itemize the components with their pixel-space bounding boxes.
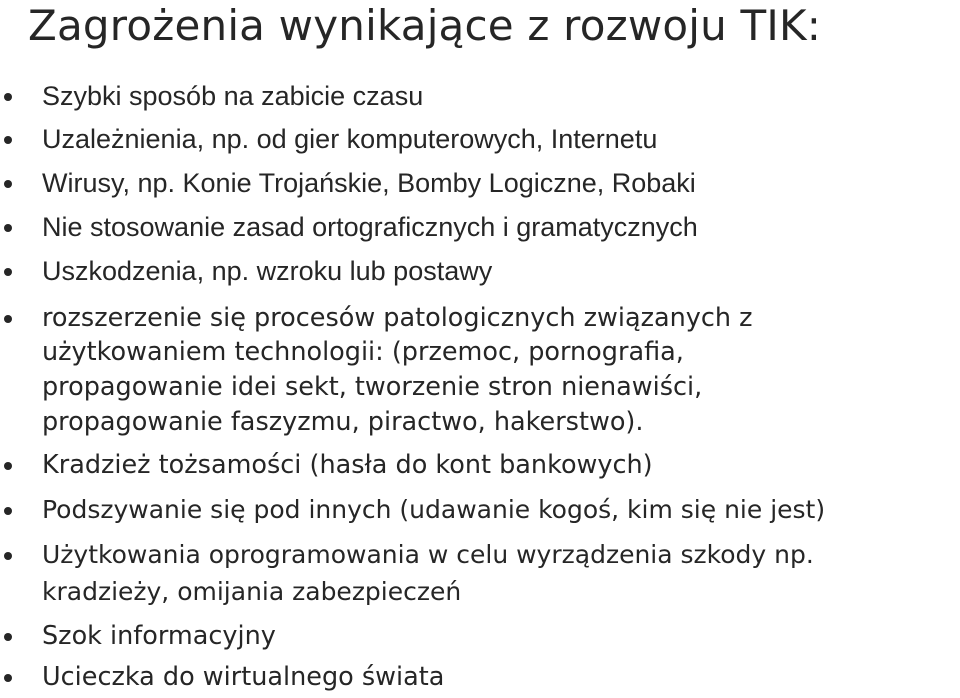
bullet-text: Podszywanie się pod innych (udawanie kogoś, kim się nie jest) [42, 495, 826, 524]
bullet-dot-icon [4, 136, 12, 144]
bullet-dot-icon [4, 268, 12, 276]
bullet-text-line: użytkowaniem technologii: (przemoc, pornografia, [42, 337, 684, 367]
bullet-dot-icon [4, 674, 12, 682]
bullet-text-line: Użytkowania oprogramowania w celu wyrządzenia szkody np. [42, 540, 814, 569]
bullet-text-line: propagowanie idei sekt, tworzenie stron nienawiści, [42, 372, 703, 402]
bullet-text: Kradzież tożsamości (hasła do kont bankowych) [42, 450, 653, 480]
bullet-text: Szok informacyjny [42, 621, 276, 651]
bullet-text: Wirusy, np. Konie Trojańskie, Bomby Logiczne, Robaki [42, 168, 696, 198]
bullet-text: Uszkodzenia, np. wzroku lub postawy [42, 256, 493, 286]
bullet-text: Uzależnienia, np. od gier komputerowych, Internetu [42, 124, 658, 154]
bullet-dot-icon [4, 462, 12, 470]
bullet-dot-icon [4, 224, 12, 232]
bullet-dot-icon [4, 552, 12, 560]
bullet-dot-icon [4, 507, 12, 515]
bullet-text: Ucieczka do wirtualnego świata [42, 662, 445, 692]
bullet-dot-icon [4, 180, 12, 188]
bullet-text-line: propagowanie faszyzmu, piractwo, hakerstwo). [42, 407, 644, 437]
bullet-dot-icon [4, 633, 12, 641]
bullet-text-line: rozszerzenie się procesów patologicznych związanych z [42, 303, 753, 333]
bullet-text: Nie stosowanie zasad ortograficznych i gramatycznych [42, 212, 698, 242]
bullet-text-line: kradzieży, omijania zabezpieczeń [42, 577, 462, 606]
bullet-dot-icon [4, 93, 12, 101]
bullet-dot-icon [4, 315, 12, 323]
bullet-text: Szybki sposób na zabicie czasu [42, 81, 424, 111]
slide-title: Zagrożenia wynikające z rozwoju TIK: [28, 1, 822, 50]
